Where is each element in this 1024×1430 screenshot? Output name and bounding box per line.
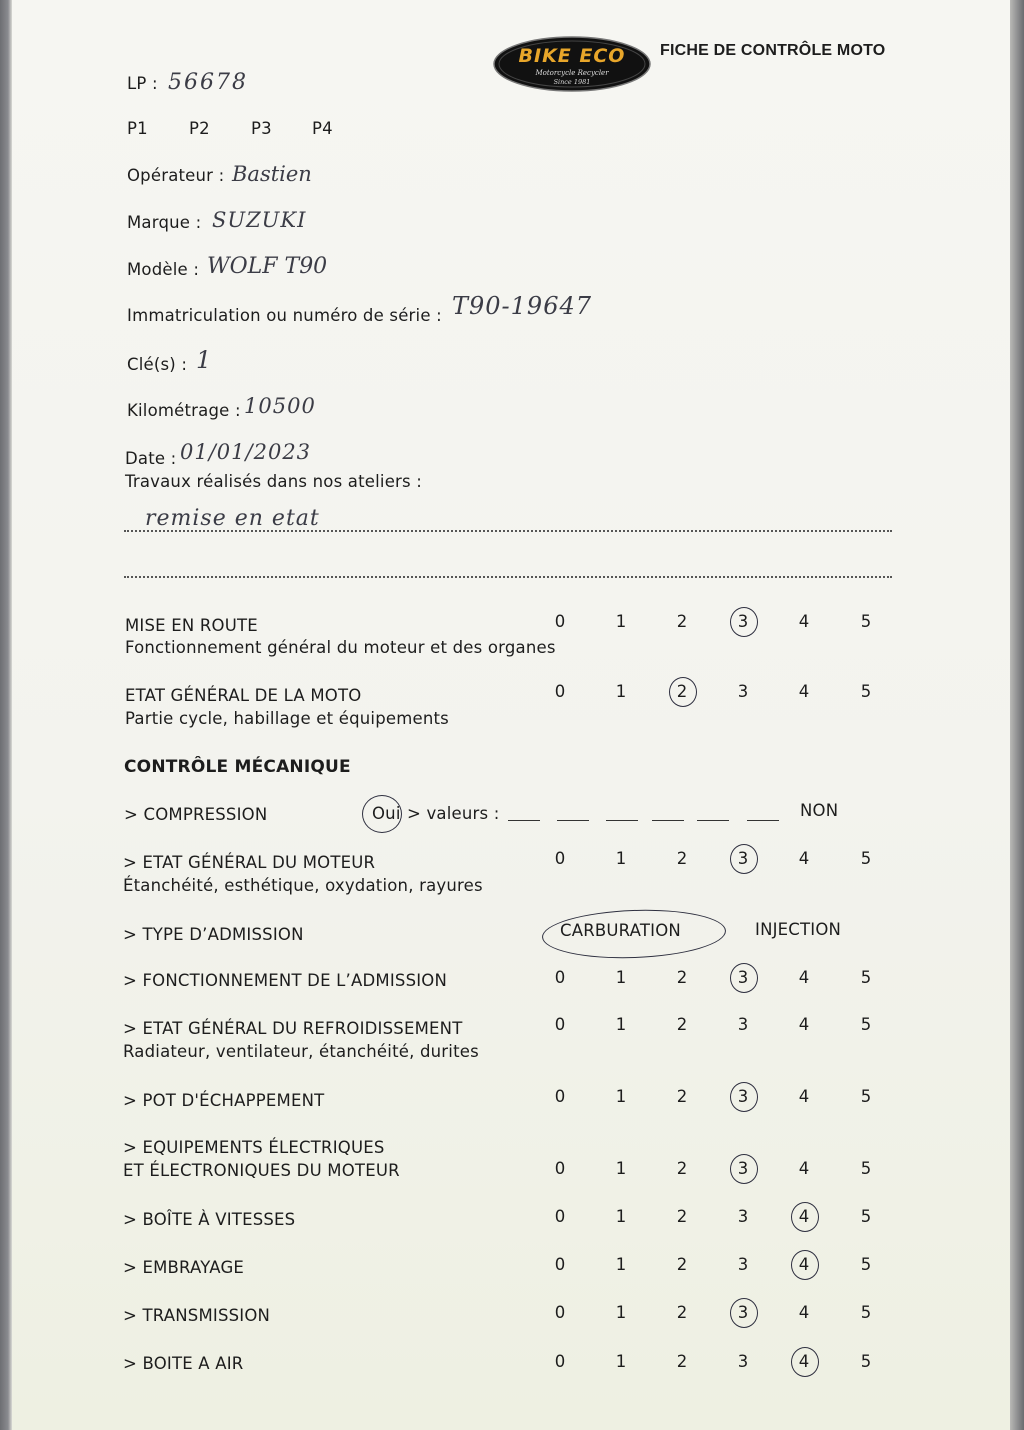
rating-option-3[interactable]: 3 bbox=[737, 1159, 749, 1178]
etat-general-moto-sub: Partie cycle, habillage et équipements bbox=[125, 709, 449, 728]
compression-value-blank-4[interactable] bbox=[652, 820, 684, 821]
rating-selected-circle bbox=[730, 1082, 758, 1112]
rating-option-5[interactable]: 5 bbox=[860, 968, 872, 987]
rating-option-3[interactable]: 3 bbox=[737, 1087, 749, 1106]
rating-option-4[interactable]: 4 bbox=[798, 1352, 810, 1371]
rating-option-0[interactable]: 0 bbox=[554, 968, 566, 987]
compression-value-blank-6[interactable] bbox=[747, 820, 779, 821]
rating-option-4[interactable]: 4 bbox=[798, 1087, 810, 1106]
rating-option-4[interactable]: 4 bbox=[798, 1255, 810, 1274]
row-label-line-2: ET ÉLECTRONIQUES DU MOTEUR bbox=[123, 1161, 400, 1180]
p3-option[interactable]: P3 bbox=[251, 119, 272, 138]
rating-option-5[interactable]: 5 bbox=[860, 1087, 872, 1106]
rating-option-0[interactable]: 0 bbox=[554, 1352, 566, 1371]
rating-option-5[interactable]: 5 bbox=[860, 612, 872, 631]
rating-option-3[interactable]: 3 bbox=[737, 968, 749, 987]
rating-option-3[interactable]: 3 bbox=[737, 1255, 749, 1274]
rating-option-0[interactable]: 0 bbox=[554, 1015, 566, 1034]
rating-option-2[interactable]: 2 bbox=[676, 1303, 688, 1322]
row-label: > FONCTIONNEMENT DE L’ADMISSION bbox=[123, 971, 448, 990]
rating-option-4[interactable]: 4 bbox=[798, 1207, 810, 1226]
compression-value-blank-2[interactable] bbox=[557, 820, 589, 821]
rating-option-3[interactable]: 3 bbox=[737, 1207, 749, 1226]
lp-value[interactable]: 56678 bbox=[168, 70, 248, 95]
rating-option-5[interactable]: 5 bbox=[860, 1303, 872, 1322]
rating-selected-circle bbox=[669, 677, 697, 707]
rating-option-5[interactable]: 5 bbox=[860, 1015, 872, 1034]
rating-option-1[interactable]: 1 bbox=[615, 849, 627, 868]
rating-option-1[interactable]: 1 bbox=[615, 612, 627, 631]
compression-oui-circle bbox=[362, 795, 402, 833]
operateur-label: Opérateur : bbox=[127, 166, 225, 185]
mise-en-route-sub: Fonctionnement général du moteur et des organes bbox=[125, 638, 556, 657]
rating-option-5[interactable]: 5 bbox=[860, 1255, 872, 1274]
travaux-line-2 bbox=[124, 576, 892, 578]
travaux-label: Travaux réalisés dans nos ateliers : bbox=[125, 472, 423, 491]
cles-label: Clé(s) : bbox=[127, 355, 188, 374]
modele-label: Modèle : bbox=[127, 260, 200, 279]
etat-general-moto-scale bbox=[0, 682, 1024, 706]
rating-option-1[interactable]: 1 bbox=[615, 1255, 627, 1274]
rating-option-0[interactable]: 0 bbox=[554, 849, 566, 868]
rating-selected-circle bbox=[730, 1298, 758, 1328]
rating-option-5[interactable]: 5 bbox=[860, 849, 872, 868]
travaux-line-1 bbox=[124, 530, 892, 532]
rating-option-1[interactable]: 1 bbox=[615, 682, 627, 701]
rating-selected-circle bbox=[791, 1202, 819, 1232]
rating-option-0[interactable]: 0 bbox=[554, 612, 566, 631]
rating-option-4[interactable]: 4 bbox=[798, 968, 810, 987]
rating-option-0[interactable]: 0 bbox=[554, 1207, 566, 1226]
row-label: > ETAT GÉNÉRAL DU REFROIDISSEMENT bbox=[123, 1019, 463, 1038]
row-sub: Radiateur, ventilateur, étanchéité, durites bbox=[123, 1042, 479, 1061]
compression-value-blank-3[interactable] bbox=[606, 820, 638, 821]
compression-label: > COMPRESSION bbox=[124, 805, 268, 824]
rating-option-4[interactable]: 4 bbox=[798, 1159, 810, 1178]
compression-non-option[interactable]: NON bbox=[800, 801, 839, 820]
operateur-value[interactable]: Bastien bbox=[232, 162, 312, 186]
bike-eco-logo bbox=[493, 36, 651, 92]
svg-text:BIKE ECO: BIKE ECO bbox=[518, 45, 626, 67]
rating-option-0[interactable]: 0 bbox=[554, 1159, 566, 1178]
p2-option[interactable]: P2 bbox=[189, 119, 210, 138]
svg-text:Motorcycle Recycler: Motorcycle Recycler bbox=[535, 69, 609, 77]
mise-en-route-label: MISE EN ROUTE bbox=[125, 616, 258, 635]
rating-option-2[interactable]: 2 bbox=[676, 612, 688, 631]
rating-option-1[interactable]: 1 bbox=[615, 1159, 627, 1178]
marque-label: Marque : bbox=[127, 213, 202, 232]
immat-value[interactable]: T90-19647 bbox=[452, 292, 593, 320]
boite-vitesses-scale bbox=[0, 1207, 1024, 1231]
boite-air-scale bbox=[0, 1352, 1024, 1376]
rating-option-3[interactable]: 3 bbox=[737, 849, 749, 868]
rating-option-0[interactable]: 0 bbox=[554, 1087, 566, 1106]
rating-option-1[interactable]: 1 bbox=[615, 1352, 627, 1371]
etat-general-moto-label: ETAT GÉNÉRAL DE LA MOTO bbox=[125, 686, 362, 705]
rating-option-0[interactable]: 0 bbox=[554, 1255, 566, 1274]
injection-option[interactable]: INJECTION bbox=[755, 920, 842, 939]
compression-oui-option[interactable]: Oui bbox=[372, 804, 401, 823]
rating-option-4[interactable]: 4 bbox=[798, 849, 810, 868]
compression-value-blank-1[interactable] bbox=[508, 820, 540, 821]
rating-option-5[interactable]: 5 bbox=[860, 682, 872, 701]
p4-option[interactable]: P4 bbox=[312, 119, 333, 138]
rating-option-2[interactable]: 2 bbox=[676, 1087, 688, 1106]
rating-option-4[interactable]: 4 bbox=[798, 612, 810, 631]
rating-selected-circle bbox=[730, 1154, 758, 1184]
pot-echappement-scale bbox=[0, 1087, 1024, 1111]
rating-selected-circle bbox=[791, 1347, 819, 1377]
rating-option-2[interactable]: 2 bbox=[676, 1352, 688, 1371]
rating-option-0[interactable]: 0 bbox=[554, 1303, 566, 1322]
rating-option-3[interactable]: 3 bbox=[737, 612, 749, 631]
rating-option-2[interactable]: 2 bbox=[676, 1159, 688, 1178]
rating-option-3[interactable]: 3 bbox=[737, 682, 749, 701]
row-label: > POT D'ÉCHAPPEMENT bbox=[123, 1091, 325, 1110]
lp-label: LP : bbox=[127, 74, 158, 93]
rating-option-4[interactable]: 4 bbox=[798, 682, 810, 701]
transmission-scale bbox=[0, 1303, 1024, 1327]
row-label: > BOÎTE À VITESSES bbox=[123, 1210, 296, 1229]
rating-option-1[interactable]: 1 bbox=[615, 1207, 627, 1226]
rating-option-1[interactable]: 1 bbox=[615, 1015, 627, 1034]
row-label: > EMBRAYAGE bbox=[123, 1258, 245, 1277]
km-label: Kilométrage : bbox=[127, 401, 241, 420]
rating-option-2[interactable]: 2 bbox=[676, 1207, 688, 1226]
controle-mecanique-heading: CONTRÔLE MÉCANIQUE bbox=[124, 757, 351, 777]
modele-value[interactable]: WOLF T90 bbox=[207, 254, 328, 279]
rating-selected-circle bbox=[730, 607, 758, 637]
rating-option-3[interactable]: 3 bbox=[737, 1015, 749, 1034]
embrayage-scale bbox=[0, 1255, 1024, 1279]
rating-option-3[interactable]: 3 bbox=[737, 1303, 749, 1322]
rating-option-0[interactable]: 0 bbox=[554, 682, 566, 701]
rating-selected-circle bbox=[730, 963, 758, 993]
rating-option-3[interactable]: 3 bbox=[737, 1352, 749, 1371]
rating-option-5[interactable]: 5 bbox=[860, 1207, 872, 1226]
p1-option[interactable]: P1 bbox=[127, 119, 148, 138]
rating-option-1[interactable]: 1 bbox=[615, 968, 627, 987]
rating-option-5[interactable]: 5 bbox=[860, 1159, 872, 1178]
compression-valeurs-label: > valeurs : bbox=[407, 804, 500, 823]
rating-option-4[interactable]: 4 bbox=[798, 1015, 810, 1034]
rating-option-1[interactable]: 1 bbox=[615, 1303, 627, 1322]
compression-value-blank-5[interactable] bbox=[697, 820, 729, 821]
row-label: > TRANSMISSION bbox=[123, 1306, 271, 1325]
rating-option-2[interactable]: 2 bbox=[676, 1255, 688, 1274]
rating-option-2[interactable]: 2 bbox=[676, 849, 688, 868]
form-title: FICHE DE CONTRÔLE MOTO bbox=[660, 42, 886, 59]
carburation-option[interactable]: CARBURATION bbox=[560, 921, 681, 940]
fonctionnement-admission-scale bbox=[0, 968, 1024, 992]
mise-en-route-scale bbox=[0, 612, 1024, 636]
row-label: > BOITE A AIR bbox=[123, 1354, 244, 1373]
immat-label: Immatriculation ou numéro de série : bbox=[127, 306, 442, 325]
travaux-value[interactable]: remise en etat bbox=[145, 506, 320, 531]
rating-selected-circle bbox=[730, 844, 758, 874]
rating-selected-circle bbox=[791, 1250, 819, 1280]
rating-option-2[interactable]: 2 bbox=[676, 968, 688, 987]
rating-option-4[interactable]: 4 bbox=[798, 1303, 810, 1322]
row-label: > EQUIPEMENTS ÉLECTRIQUES bbox=[123, 1138, 385, 1157]
rating-option-5[interactable]: 5 bbox=[860, 1352, 872, 1371]
etat-moteur-scale bbox=[0, 849, 1024, 873]
refroidissement-scale bbox=[0, 1015, 1024, 1039]
row-sub: Étanchéité, esthétique, oxydation, rayures bbox=[123, 876, 483, 895]
cles-value[interactable]: 1 bbox=[196, 346, 214, 374]
date-label: Date : bbox=[125, 449, 177, 468]
rating-option-2[interactable]: 2 bbox=[676, 682, 688, 701]
svg-text:Since 1981: Since 1981 bbox=[553, 78, 591, 86]
row-label: > ETAT GÉNÉRAL DU MOTEUR bbox=[123, 853, 376, 872]
rating-option-2[interactable]: 2 bbox=[676, 1015, 688, 1034]
km-value[interactable]: 10500 bbox=[244, 394, 316, 418]
equipements-electriques-scale bbox=[0, 1159, 1024, 1183]
marque-value[interactable]: SUZUKI bbox=[212, 208, 307, 232]
date-value[interactable]: 01/01/2023 bbox=[180, 440, 312, 464]
rating-option-1[interactable]: 1 bbox=[615, 1087, 627, 1106]
admission-label: > TYPE D’ADMISSION bbox=[123, 925, 304, 944]
